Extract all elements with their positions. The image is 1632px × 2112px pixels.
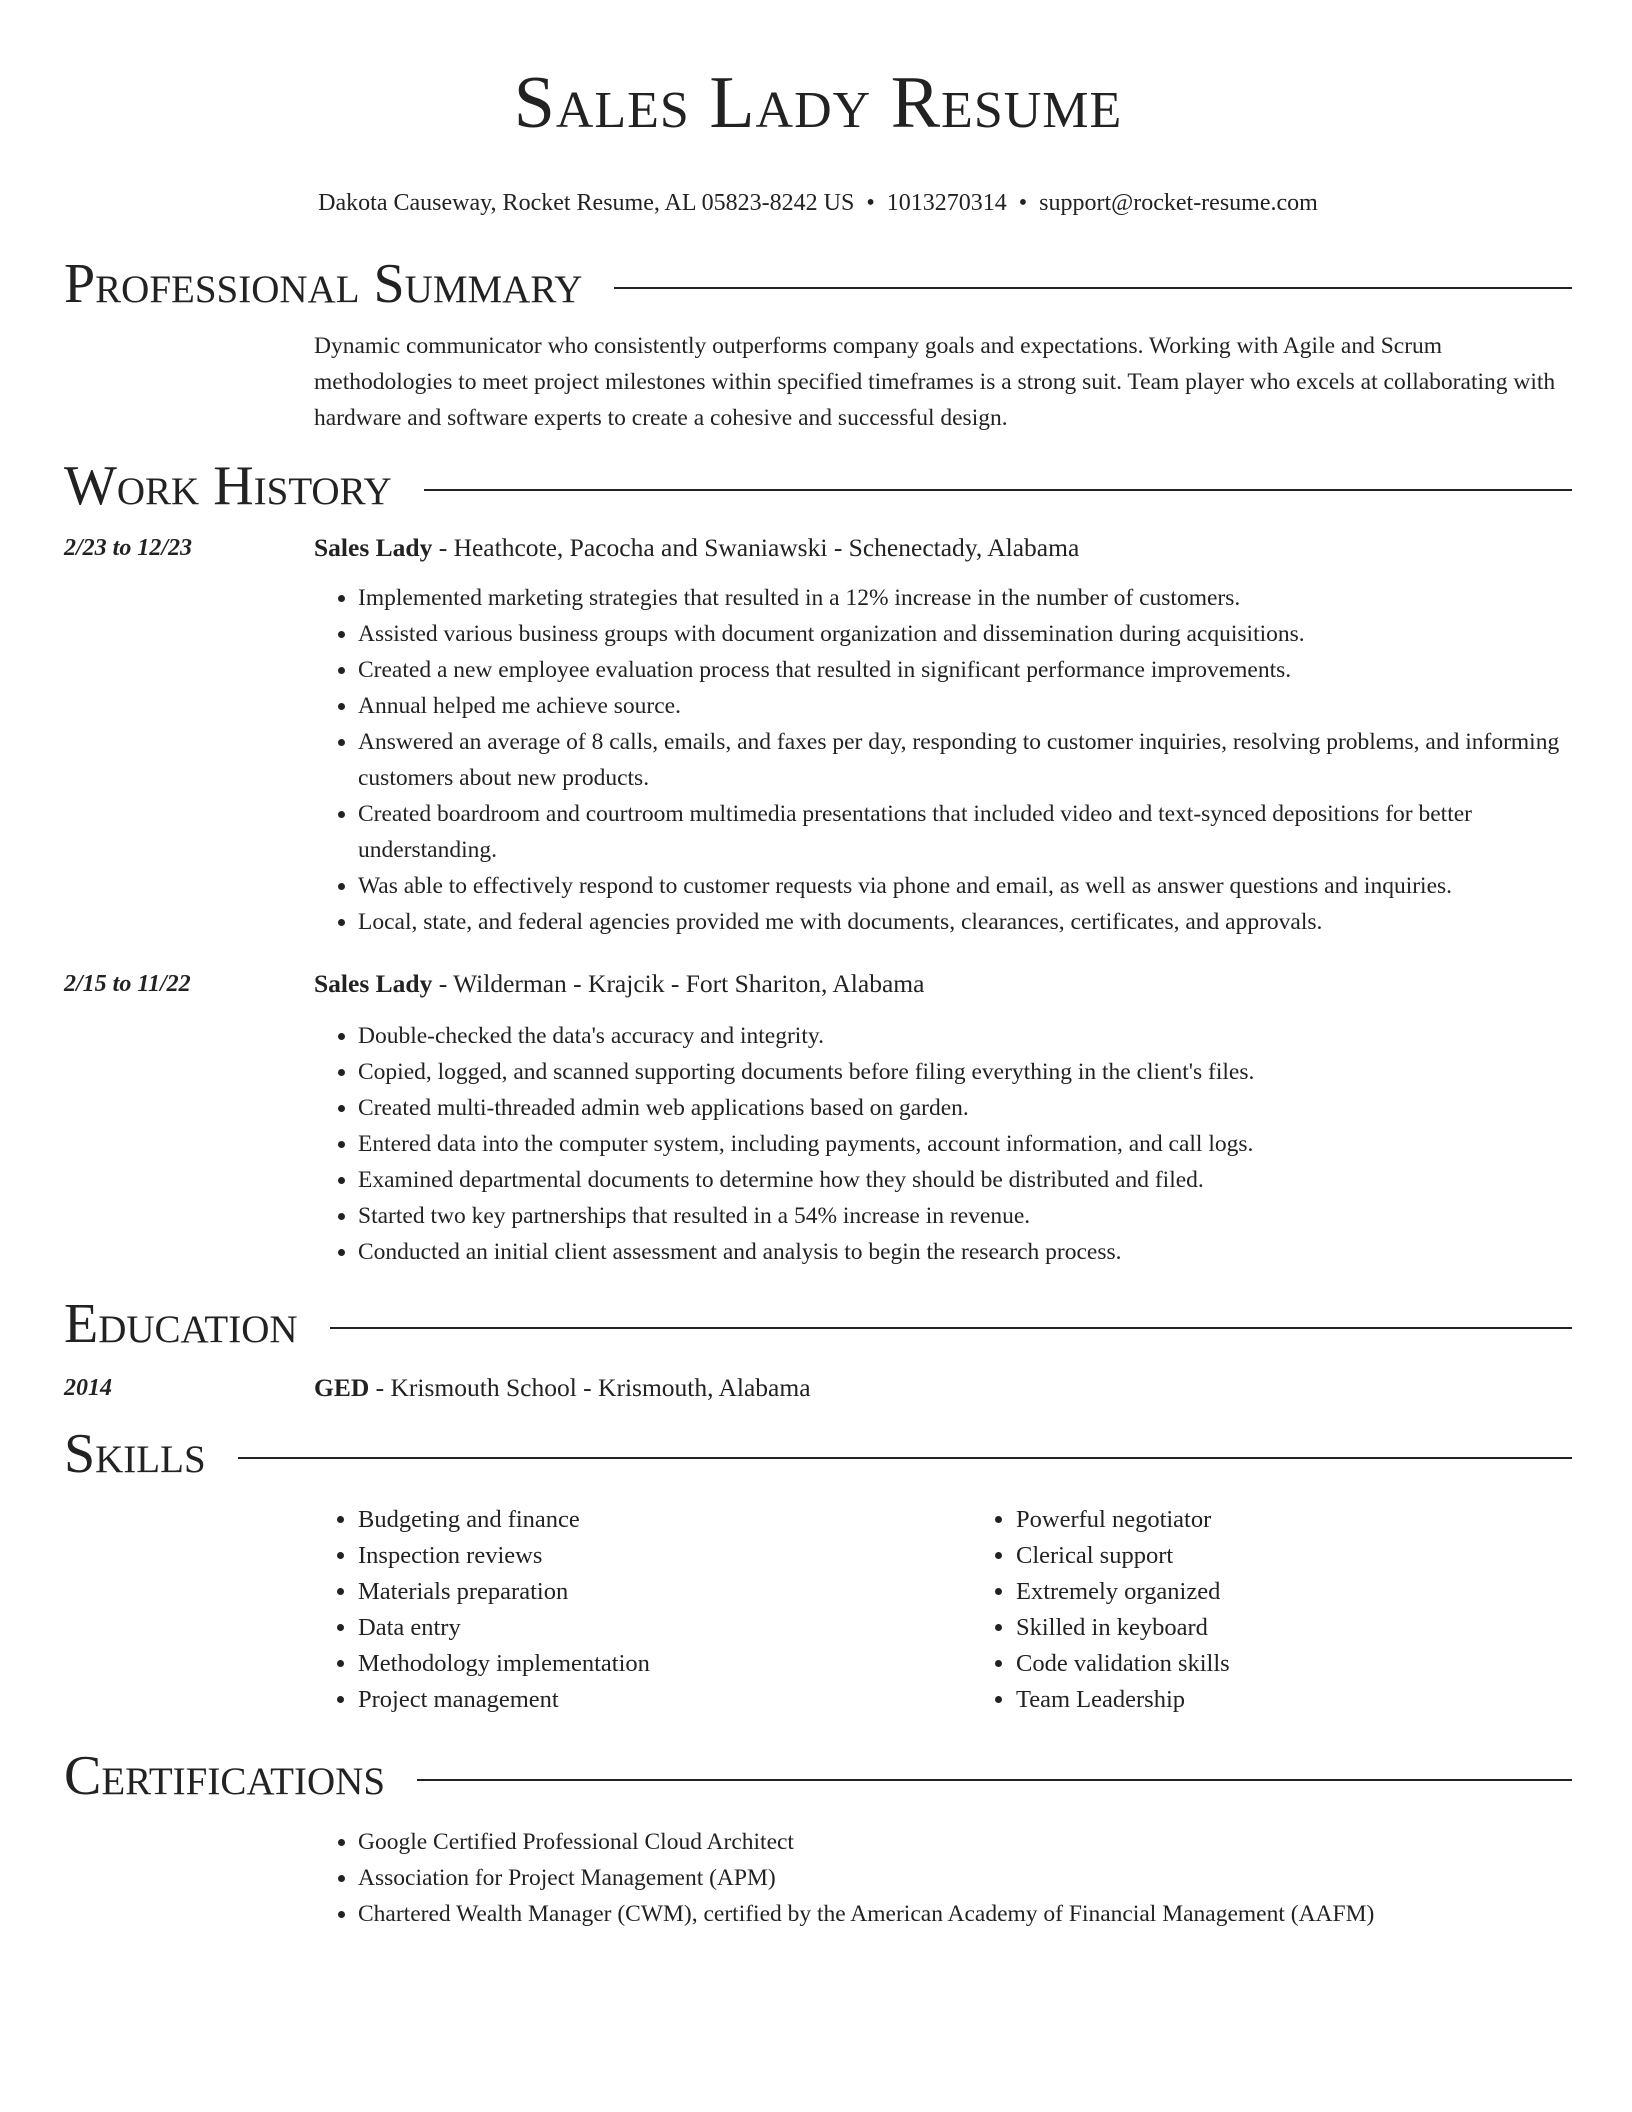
job-title: Sales Lady: [314, 533, 433, 562]
work-section-heading: [64, 454, 1572, 518]
job-heading: [314, 966, 1572, 1002]
contact-separator: •: [1018, 190, 1028, 216]
skills-spacer: [64, 1502, 314, 1718]
job-bullet: • Created a new employee evaluation process that resulted in significant performance improvements.: [358, 652, 1572, 688]
education-year: 2014: [64, 1375, 112, 1401]
education-heading: Education: [64, 1293, 298, 1355]
job-details: [314, 530, 1572, 940]
job-dates: 2/23 to 12/23: [64, 535, 193, 561]
section-divider: [238, 1457, 1572, 1459]
job-bullet: • Examined departmental documents to determine how they should be distributed and filed.: [358, 1162, 1572, 1198]
skill-item: • Extremely organized: [1016, 1574, 1630, 1610]
education-school: - Krismouth School - Krismouth, Alabama: [369, 1373, 811, 1402]
skill-item: • Data entry: [358, 1610, 972, 1646]
summary-text: Dynamic communicator who consistently outperforms company goals and expectations. Working with Agile and Scrum methodologies to meet project milestones within specified timeframes is a strong suit. Team player who excels at collaborating with hardware and software experts to create a cohesive and successful design.: [314, 333, 1556, 431]
certifications-row: [64, 1824, 1572, 1932]
job-dates: 2/15 to 11/22: [64, 971, 191, 997]
job-entry: [64, 966, 1572, 1270]
job-heading: [314, 530, 1572, 566]
skill-item: • Powerful negotiator: [1016, 1502, 1630, 1538]
contact-phone: 1013270314: [886, 190, 1007, 216]
summary-section-heading: [64, 252, 1572, 316]
certification-item: • Google Certified Professional Cloud Architect: [358, 1824, 1572, 1860]
work-heading: Work History: [64, 455, 392, 517]
education-section-heading: [64, 1292, 1572, 1356]
section-divider: [424, 489, 1572, 491]
job-company: - Heathcote, Pacocha and Swaniawski - Schenectady, Alabama: [432, 533, 1080, 562]
skill-item: • Skilled in keyboard: [1016, 1610, 1630, 1646]
summary-spacer: [64, 328, 314, 436]
job-bullet: • Double-checked the data's accuracy and integrity.: [358, 1018, 1572, 1054]
job-bullet: • Implemented marketing strategies that resulted in a 12% increase in the number of customers.: [358, 580, 1572, 616]
skill-item: • Inspection reviews: [358, 1538, 972, 1574]
job-bullet: • Created multi-threaded admin web applications based on garden.: [358, 1090, 1572, 1126]
job-bullet: • Annual helped me achieve source.: [358, 688, 1572, 724]
certifications-spacer: [64, 1824, 314, 1932]
skills-list-left: [314, 1502, 972, 1718]
skill-item: • Budgeting and finance: [358, 1502, 972, 1538]
job-bullets: [314, 580, 1572, 940]
job-bullet: • Was able to effectively respond to customer requests via phone and email, as well as answer questions and inquiries.: [358, 868, 1572, 904]
job-title: Sales Lady: [314, 969, 433, 998]
skill-item: • Clerical support: [1016, 1538, 1630, 1574]
skills-grid: [314, 1502, 1630, 1718]
skill-item: • Materials preparation: [358, 1574, 972, 1610]
education-entry: [64, 1370, 1572, 1406]
skills-list-right: [972, 1502, 1630, 1718]
skill-item: • Team Leadership: [1016, 1682, 1630, 1718]
summary-row: [64, 328, 1572, 436]
education-degree: GED: [314, 1373, 370, 1402]
contact-email: support@rocket-resume.com: [1039, 190, 1318, 216]
contact-separator: •: [866, 190, 875, 216]
job-bullet: • Assisted various business groups with document organization and dissemination during acquisitions.: [358, 616, 1572, 652]
skill-item: • Methodology implementation: [358, 1646, 972, 1682]
skills-heading: Skills: [64, 1423, 206, 1485]
job-bullet: • Copied, logged, and scanned supporting documents before filing everything in the client's files.: [358, 1054, 1572, 1090]
job-bullet: • Local, state, and federal agencies provided me with documents, clearances, certificates, and approvals.: [358, 904, 1572, 940]
section-divider: [417, 1779, 1572, 1781]
skills-section-heading: [64, 1422, 1572, 1486]
job-bullet: • Entered data into the computer system, including payments, account information, and call logs.: [358, 1126, 1572, 1162]
contact-line: [64, 188, 1572, 218]
skills-row: [64, 1502, 1572, 1718]
certifications-content: [314, 1824, 1572, 1932]
contact-address: Dakota Causeway, Rocket Resume, AL 05823-8242 US: [318, 190, 855, 216]
education-details: [314, 1370, 1572, 1406]
skill-item: • Code validation skills: [1016, 1646, 1630, 1682]
job-bullet: • Started two key partnerships that resulted in a 54% increase in revenue.: [358, 1198, 1572, 1234]
job-bullet: • Answered an average of 8 calls, emails, and faxes per day, responding to customer inquiries, resolving problems, and informing customers about new products.: [358, 724, 1572, 796]
job-bullets: [314, 1018, 1572, 1270]
section-divider: [330, 1327, 1572, 1329]
summary-heading: Professional Summary: [64, 253, 583, 315]
resume-name: Sales Lady Resume: [513, 62, 1123, 144]
certifications-list: [314, 1824, 1572, 1932]
job-company: - Wilderman - Krajcik - Fort Shariton, Alabama: [432, 969, 925, 998]
certifications-heading: Certifications: [64, 1745, 386, 1807]
job-entry: [64, 530, 1572, 940]
job-details: [314, 966, 1572, 1270]
section-divider: [614, 287, 1572, 289]
job-bullet: • Created boardroom and courtroom multimedia presentations that included video and text-synced depositions for better understanding.: [358, 796, 1572, 868]
skill-item: • Project management: [358, 1682, 972, 1718]
resume-page: [64, 0, 1572, 1932]
certification-item: • Chartered Wealth Manager (CWM), certified by the American Academy of Financial Management (AAFM): [358, 1896, 1572, 1932]
job-bullet: • Conducted an initial client assessment and analysis to begin the research process.: [358, 1234, 1572, 1270]
certification-item: • Association for Project Management (APM): [358, 1860, 1572, 1896]
certifications-section-heading: [64, 1744, 1572, 1808]
